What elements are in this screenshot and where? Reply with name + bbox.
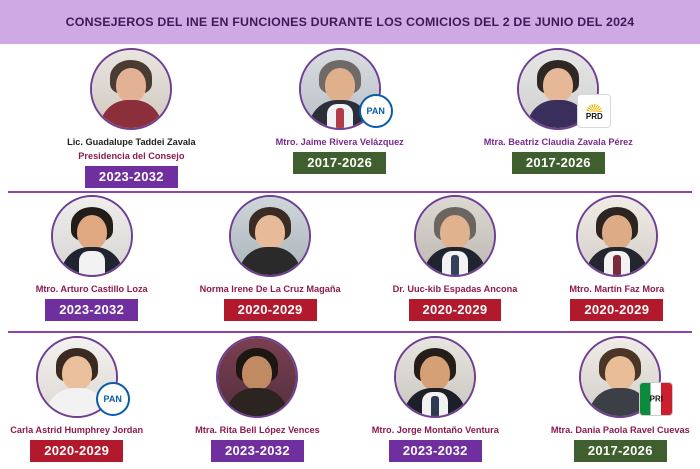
avatar-face [116, 68, 146, 102]
avatar-face [325, 68, 355, 102]
pan-logo-label: PAN [366, 106, 385, 116]
pan-logo-icon [96, 382, 130, 416]
council-member-name: Carla Astrid Humphrey Jordan [10, 425, 144, 435]
council-member-term: 2017-2026 [512, 152, 605, 174]
row-divider-1 [8, 191, 692, 193]
avatar [394, 336, 476, 418]
pan-logo-label: PAN [103, 394, 122, 404]
council-member-term: 2020-2029 [409, 299, 502, 321]
avatar-tie [613, 255, 621, 277]
council-card[interactable] [195, 336, 320, 466]
council-card[interactable] [10, 336, 143, 466]
council-member-term: 2017-2026 [574, 440, 667, 462]
photo-wrapper [394, 336, 476, 418]
council-member-term: 2023-2032 [389, 440, 482, 462]
council-member-term: 2023-2032 [85, 166, 178, 188]
row-divider-2 [8, 331, 692, 333]
council-row-1 [0, 48, 700, 188]
council-member-name: Mtra. Beatriz Claudia Zavala Pérez [483, 137, 633, 147]
avatar [216, 336, 298, 418]
photo-wrapper [299, 48, 385, 130]
council-member-term: 2017-2026 [293, 152, 386, 174]
avatar-tie [431, 396, 439, 418]
photo-wrapper [414, 195, 496, 277]
header-band [0, 0, 700, 44]
avatar-tie [451, 255, 459, 277]
avatar-face [602, 215, 632, 249]
avatar-face [605, 356, 635, 390]
avatar-face [440, 215, 470, 249]
avatar-shirt [79, 251, 105, 277]
avatar [229, 195, 311, 277]
photo-wrapper [36, 336, 122, 418]
council-card[interactable] [393, 195, 518, 329]
photo-wrapper [90, 48, 172, 130]
council-member-term: 2020-2029 [224, 299, 317, 321]
council-member-name: Mtra. Rita Bell López Vences [195, 425, 320, 435]
council-member-name: Mtro. Jorge Montaño Ventura [371, 425, 499, 435]
council-member-term: 2023-2032 [45, 299, 138, 321]
council-member-name: Norma Irene De La Cruz Magaña [199, 284, 341, 294]
prd-sun-icon [586, 101, 602, 112]
council-member-role: Presidencia del Consejo [78, 151, 185, 161]
photo-wrapper [51, 195, 133, 277]
pan-logo-icon [359, 94, 393, 128]
council-member-term: 2023-2032 [211, 440, 304, 462]
avatar-face [420, 356, 450, 390]
council-member-term: 2020-2029 [30, 440, 123, 462]
council-member-name: Mtro. Martín Faz Mora [569, 284, 665, 294]
council-member-name: Lic. Guadalupe Taddei Zavala [67, 137, 196, 147]
photo-wrapper [216, 336, 298, 418]
council-member-name: Mtra. Dania Paola Ravel Cuevas [550, 425, 690, 435]
council-card[interactable] [551, 336, 690, 466]
council-member-name: Mtro. Arturo Castillo Loza [35, 284, 148, 294]
council-row-2 [0, 195, 700, 329]
council-card[interactable] [67, 48, 196, 188]
avatar-face [77, 215, 107, 249]
avatar-face [543, 68, 573, 102]
council-row-3 [0, 336, 700, 466]
council-card[interactable] [484, 48, 633, 188]
council-card[interactable] [569, 195, 664, 329]
prd-logo-icon [577, 94, 611, 128]
page-title: CONSEJEROS DEL INE EN FUNCIONES DURANTE LOS COMICIOS DEL 2 DE JUNIO DEL 2024 [65, 15, 635, 29]
photo-wrapper [229, 195, 311, 277]
photo-wrapper [576, 195, 658, 277]
avatar [90, 48, 172, 130]
photo-wrapper [517, 48, 603, 130]
avatar-face [255, 215, 285, 249]
pri-logo-stripes [640, 383, 672, 415]
prd-logo-label: PRD [585, 112, 603, 121]
council-card[interactable] [200, 195, 341, 329]
avatar-face [242, 356, 272, 390]
council-member-name: Dr. Uuc-kib Espadas Ancona [392, 284, 518, 294]
avatar [576, 195, 658, 277]
avatar-tie [336, 108, 344, 130]
council-card[interactable] [372, 336, 499, 466]
avatar-face [62, 356, 92, 390]
council-member-term: 2020-2029 [570, 299, 663, 321]
photo-wrapper [579, 336, 661, 418]
pri-logo-icon [639, 382, 673, 416]
avatar [51, 195, 133, 277]
council-card[interactable] [36, 195, 148, 329]
avatar [414, 195, 496, 277]
council-card[interactable] [276, 48, 404, 188]
council-member-name: Mtro. Jaime Rivera Velázquez [275, 137, 404, 147]
